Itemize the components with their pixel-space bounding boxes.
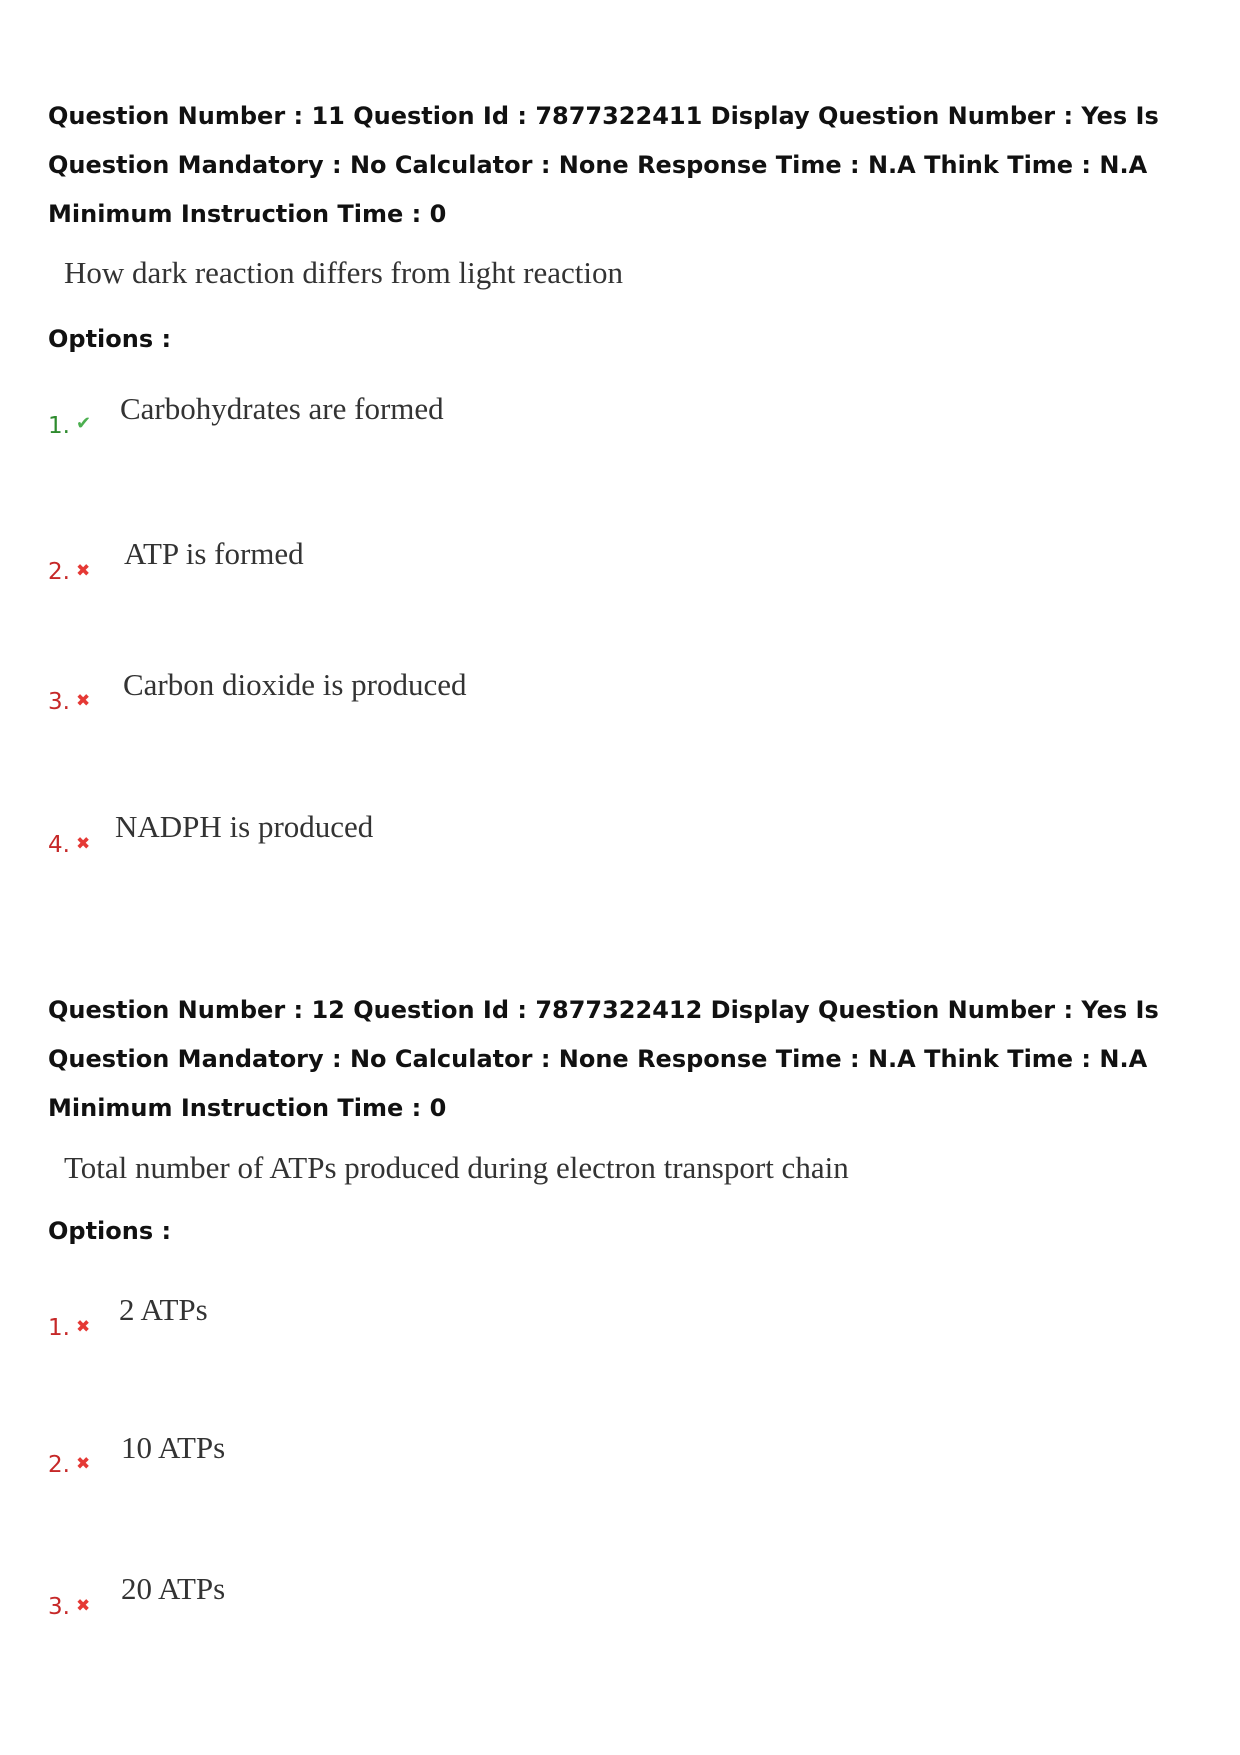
options-label: Options : xyxy=(48,325,172,353)
cross-icon: ✖ xyxy=(76,1454,91,1474)
cross-icon: ✖ xyxy=(76,691,91,711)
option-item xyxy=(48,536,948,591)
option-text: ATP is formed xyxy=(124,536,304,571)
option-item xyxy=(48,1571,948,1626)
cross-icon: ✖ xyxy=(76,834,91,854)
question-meta: Question Number : 12 Question Id : 7877322412 Display Question Number : Yes Is Question Mandatory : No Calculator : None Response Time : N.A Think Time : N.A Minimum Instruction Time : 0 xyxy=(48,996,1159,1122)
option-text: 20 ATPs xyxy=(121,1571,226,1606)
options-label: Options : xyxy=(48,1217,172,1245)
option-text: NADPH is produced xyxy=(115,809,374,844)
option-number: 3. xyxy=(48,1594,70,1620)
option-number: 4. xyxy=(48,832,70,858)
option-number: 1. xyxy=(48,1315,70,1341)
option-number: 1. xyxy=(48,413,70,439)
option-text: 2 ATPs xyxy=(119,1292,208,1327)
option-text: Carbohydrates are formed xyxy=(120,391,444,426)
check-icon: ✔ xyxy=(76,413,92,434)
option-item xyxy=(48,1292,948,1347)
cross-icon: ✖ xyxy=(76,561,91,581)
question-meta: Question Number : 11 Question Id : 7877322411 Display Question Number : Yes Is Question Mandatory : No Calculator : None Response Time : N.A Think Time : N.A Minimum Instruction Time : 0 xyxy=(48,102,1159,228)
option-number: 3. xyxy=(48,689,70,715)
option-item xyxy=(48,391,948,445)
question-text: Total number of ATPs produced during electron transport chain xyxy=(64,1150,849,1185)
option-number: 2. xyxy=(48,559,70,585)
option-item xyxy=(48,809,948,864)
option-text: 10 ATPs xyxy=(121,1430,226,1465)
cross-icon: ✖ xyxy=(76,1596,91,1616)
option-number: 2. xyxy=(48,1452,70,1478)
question-text: How dark reaction differs from light reaction xyxy=(64,255,623,290)
cross-icon: ✖ xyxy=(76,1317,91,1337)
option-item xyxy=(48,667,948,721)
option-item xyxy=(48,1430,948,1484)
option-text: Carbon dioxide is produced xyxy=(123,667,467,702)
